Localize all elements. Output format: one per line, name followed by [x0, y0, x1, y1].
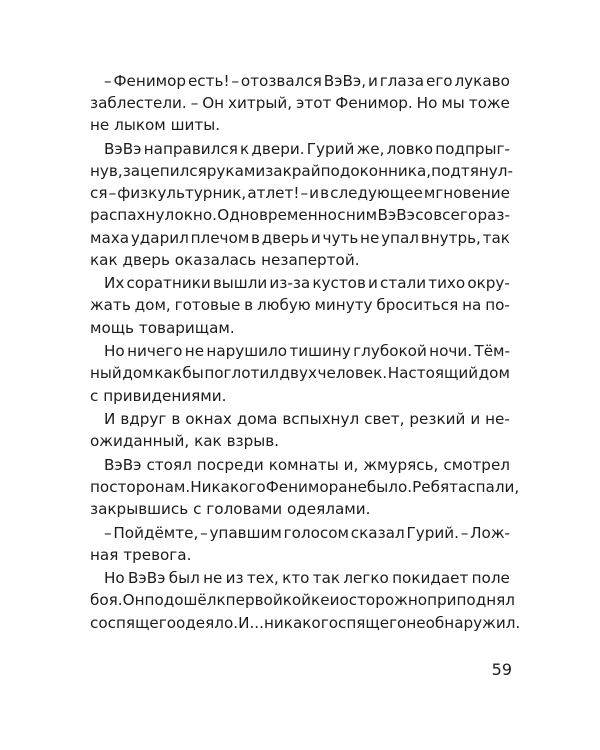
text-line: мощь товарищам. [90, 318, 235, 337]
text-line: ВэВэ стоял посреди комнаты и, жмурясь, смотрел [104, 455, 510, 474]
text-line: закрывшись с головами одеялами. [90, 500, 371, 519]
text-line: Но ВэВэ был не из тех, кто так легко покидает поле [104, 569, 510, 588]
text-line: – Фенимор есть! – отозвался ВэВэ, и глаза его лукаво [104, 72, 510, 90]
text-line: нув, зацепился руками за край подоконника, подтянул- [90, 162, 513, 181]
text-line: – Пойдёмте, – упавшим голосом сказал Гурий. – Лож- [104, 523, 510, 542]
text-line: со спящего одеяло. И... никакого спящего не обнаружил. [90, 613, 521, 632]
text-line: заблестели. – Он хитрый, этот Фенимор. Но мы тоже [90, 94, 510, 113]
text-line: Но ничего не нарушило тишину глубокой ночи. Тём- [104, 342, 510, 361]
text-line: жать дом, готовые в любую минуту броситься на по- [90, 296, 510, 315]
text-line: по сторонам. Никакого Фенимора не было. Ребята спали, [90, 477, 520, 496]
text-line: ВэВэ направился к двери. Гурий же, ловко подпрыг- [104, 139, 510, 158]
page-number: 59 [491, 660, 512, 679]
text-line: распахнул окно. Одновременно с ним ВэВэ со всего раз- [90, 206, 510, 225]
page-body-text [90, 70, 521, 634]
text-line: И вдруг в окнах дома вспыхнул свет, резкий и не- [104, 410, 510, 428]
text-line: с привидениями. [90, 386, 227, 405]
text-line: ожиданный, как взрыв. [90, 432, 280, 451]
text-line: не лыком шиты. [90, 116, 221, 135]
text-line: Их соратники вышли из-за кустов и стали тихо окру- [104, 274, 510, 293]
text-line: маха ударил плечом в дверь и чуть не упал внутрь, так [90, 228, 510, 247]
text-line: как дверь оказалась незапертой. [90, 250, 360, 269]
text-line: ный дом как бы поглотил двух человек. Настоящий дом [90, 364, 510, 383]
text-line: ная тревога. [90, 545, 192, 564]
text-line: ся – физкультурник, атлет! – и в следующее мгновение [90, 184, 510, 203]
text-line: боя. Он подошёл к первой койке и осторожно приподнял [90, 591, 515, 610]
